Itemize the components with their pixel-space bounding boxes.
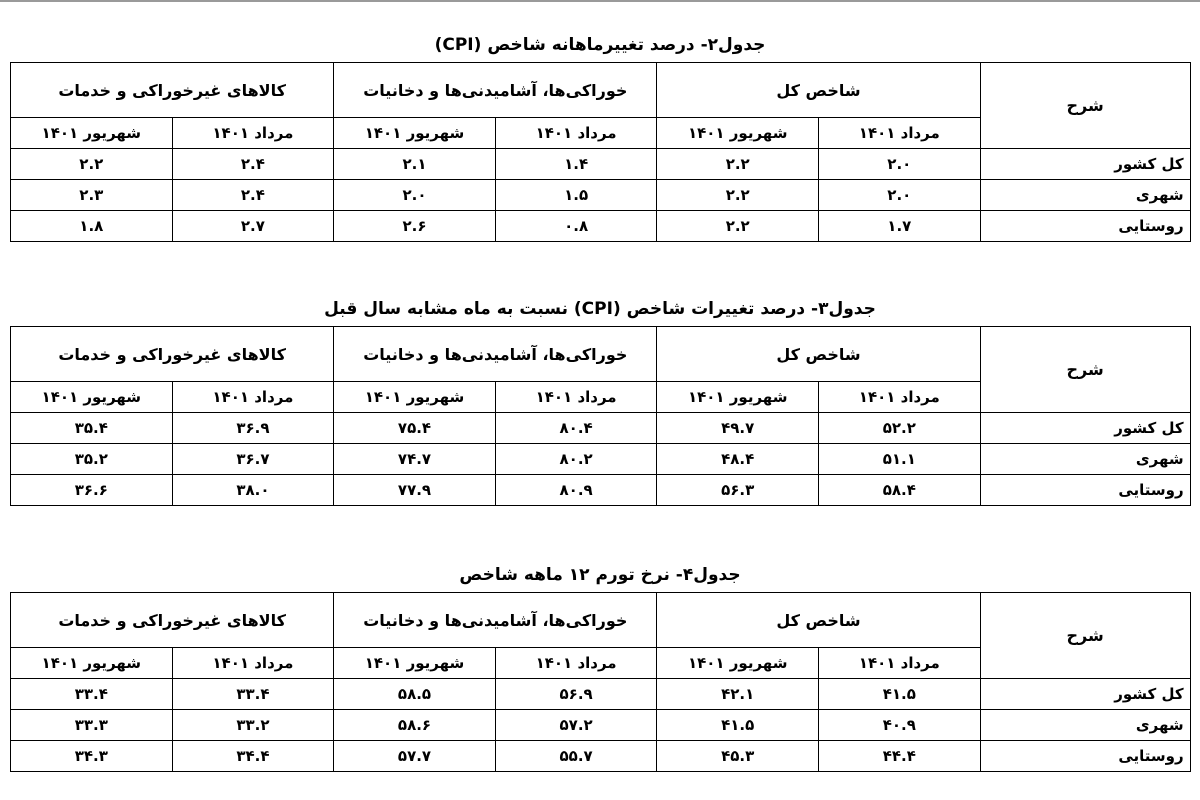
table-cell: ۱.۸ (11, 211, 173, 242)
table-cell: ۳۳.۲ (172, 710, 334, 741)
table-cell: ۲.۰ (334, 180, 496, 211)
group-header: کالاهای غیرخوراکی و خدمات (11, 593, 334, 648)
table-cell: ۷۵.۴ (334, 413, 496, 444)
table-cell: ۱.۵ (495, 180, 657, 211)
table-cell: ۲.۲ (657, 149, 819, 180)
table-cell: ۳۳.۴ (172, 679, 334, 710)
month-header: شهریور ۱۴۰۱ (334, 648, 496, 679)
table-cell: ۵۶.۳ (657, 475, 819, 506)
table-cell: ۴۸.۴ (657, 444, 819, 475)
table-cell: ۲.۱ (334, 149, 496, 180)
month-header: شهریور ۱۴۰۱ (334, 118, 496, 149)
table-cell: ۵۱.۱ (819, 444, 981, 475)
table-cell: ۳۵.۲ (11, 444, 173, 475)
table-cell: ۳۴.۴ (172, 741, 334, 772)
table-cell: ۳۸.۰ (172, 475, 334, 506)
table-cell: ۴۱.۵ (657, 710, 819, 741)
table-section-3 (0, 298, 1200, 506)
row-label: شهری (980, 710, 1190, 741)
month-header: شهریور ۱۴۰۱ (657, 382, 819, 413)
month-header: مرداد ۱۴۰۱ (819, 118, 981, 149)
table-cell: ۲.۴ (172, 180, 334, 211)
row-label: شهری (980, 444, 1190, 475)
table-row (11, 741, 1191, 772)
table-cell: ۵۷.۲ (495, 710, 657, 741)
top-border-line (0, 0, 1200, 2)
table-cell: ۴۱.۵ (819, 679, 981, 710)
table-cell: ۱.۴ (495, 149, 657, 180)
table-cell: ۸۰.۲ (495, 444, 657, 475)
table-cell: ۲.۲ (657, 180, 819, 211)
table-row (11, 180, 1191, 211)
table-cell: ۱.۷ (819, 211, 981, 242)
row-label: روستایی (980, 741, 1190, 772)
group-header: کالاهای غیرخوراکی و خدمات (11, 327, 334, 382)
table-cell: ۳۵.۴ (11, 413, 173, 444)
month-header: مرداد ۱۴۰۱ (819, 382, 981, 413)
month-header: مرداد ۱۴۰۱ (495, 118, 657, 149)
table-cell: ۵۸.۵ (334, 679, 496, 710)
table-row (11, 679, 1191, 710)
table-caption: جدول۳- درصد تغییرات شاخص (CPI) نسبت به ماه مشابه سال قبل (324, 299, 876, 319)
table-cell: ۴۹.۷ (657, 413, 819, 444)
table-cell: ۵۵.۷ (495, 741, 657, 772)
table-row (11, 475, 1191, 506)
month-header: مرداد ۱۴۰۱ (172, 118, 334, 149)
cpi-table (10, 592, 1191, 772)
table-caption: جدول۴- نرخ تورم ۱۲ ماهه شاخص (459, 565, 741, 585)
table-cell: ۲.۲ (11, 149, 173, 180)
month-header: مرداد ۱۴۰۱ (172, 648, 334, 679)
desc-header: شرح (980, 63, 1190, 149)
table-cell: ۳۶.۶ (11, 475, 173, 506)
group-header: شاخص کل (657, 593, 980, 648)
month-header: مرداد ۱۴۰۱ (819, 648, 981, 679)
row-label: روستایی (980, 475, 1190, 506)
table-cell: ۲.۴ (172, 149, 334, 180)
table-cell: ۵۸.۴ (819, 475, 981, 506)
table-row (11, 444, 1191, 475)
table-cell: ۲.۰ (819, 180, 981, 211)
group-header: خوراکی‌ها، آشامیدنی‌ها و دخانیات (334, 327, 657, 382)
month-header: شهریور ۱۴۰۱ (334, 382, 496, 413)
table-caption: جدول۲- درصد تغییرماهانه شاخص (CPI) (434, 35, 766, 55)
table-row (11, 149, 1191, 180)
table-cell: ۵۲.۲ (819, 413, 981, 444)
table-cell: ۴۴.۴ (819, 741, 981, 772)
month-header: شهریور ۱۴۰۱ (11, 118, 173, 149)
cpi-table (10, 326, 1191, 506)
table-cell: ۴۵.۳ (657, 741, 819, 772)
table-cell: ۳۳.۴ (11, 679, 173, 710)
month-header: شهریور ۱۴۰۱ (657, 118, 819, 149)
row-label: کل کشور (980, 149, 1190, 180)
table-cell: ۲.۶ (334, 211, 496, 242)
group-header: خوراکی‌ها، آشامیدنی‌ها و دخانیات (334, 593, 657, 648)
table-cell: ۴۲.۱ (657, 679, 819, 710)
month-header: شهریور ۱۴۰۱ (11, 648, 173, 679)
table-section-4 (0, 564, 1200, 772)
table-cell: ۳۶.۹ (172, 413, 334, 444)
month-header: شهریور ۱۴۰۱ (11, 382, 173, 413)
table-cell: ۳۴.۳ (11, 741, 173, 772)
table-cell: ۴۰.۹ (819, 710, 981, 741)
table-cell: ۲.۳ (11, 180, 173, 211)
table-row (11, 413, 1191, 444)
group-header: شاخص کل (657, 327, 980, 382)
table-cell: ۸۰.۹ (495, 475, 657, 506)
table-cell: ۷۷.۹ (334, 475, 496, 506)
table-cell: ۵۶.۹ (495, 679, 657, 710)
group-header: کالاهای غیرخوراکی و خدمات (11, 63, 334, 118)
table-cell: ۲.۰ (819, 149, 981, 180)
table-section-2 (0, 34, 1200, 242)
table-cell: ۳۶.۷ (172, 444, 334, 475)
table-row (11, 211, 1191, 242)
row-label: روستایی (980, 211, 1190, 242)
group-header: خوراکی‌ها، آشامیدنی‌ها و دخانیات (334, 63, 657, 118)
month-header: مرداد ۱۴۰۱ (495, 648, 657, 679)
row-label: کل کشور (980, 679, 1190, 710)
table-cell: ۸۰.۴ (495, 413, 657, 444)
row-label: شهری (980, 180, 1190, 211)
group-header: شاخص کل (657, 63, 980, 118)
table-cell: ۰.۸ (495, 211, 657, 242)
cpi-table (10, 62, 1191, 242)
row-label: کل کشور (980, 413, 1190, 444)
table-cell: ۵۸.۶ (334, 710, 496, 741)
table-cell: ۲.۲ (657, 211, 819, 242)
desc-header: شرح (980, 593, 1190, 679)
month-header: مرداد ۱۴۰۱ (172, 382, 334, 413)
month-header: مرداد ۱۴۰۱ (495, 382, 657, 413)
table-cell: ۳۳.۳ (11, 710, 173, 741)
table-cell: ۷۴.۷ (334, 444, 496, 475)
month-header: شهریور ۱۴۰۱ (657, 648, 819, 679)
table-row (11, 710, 1191, 741)
table-cell: ۵۷.۷ (334, 741, 496, 772)
desc-header: شرح (980, 327, 1190, 413)
table-cell: ۲.۷ (172, 211, 334, 242)
